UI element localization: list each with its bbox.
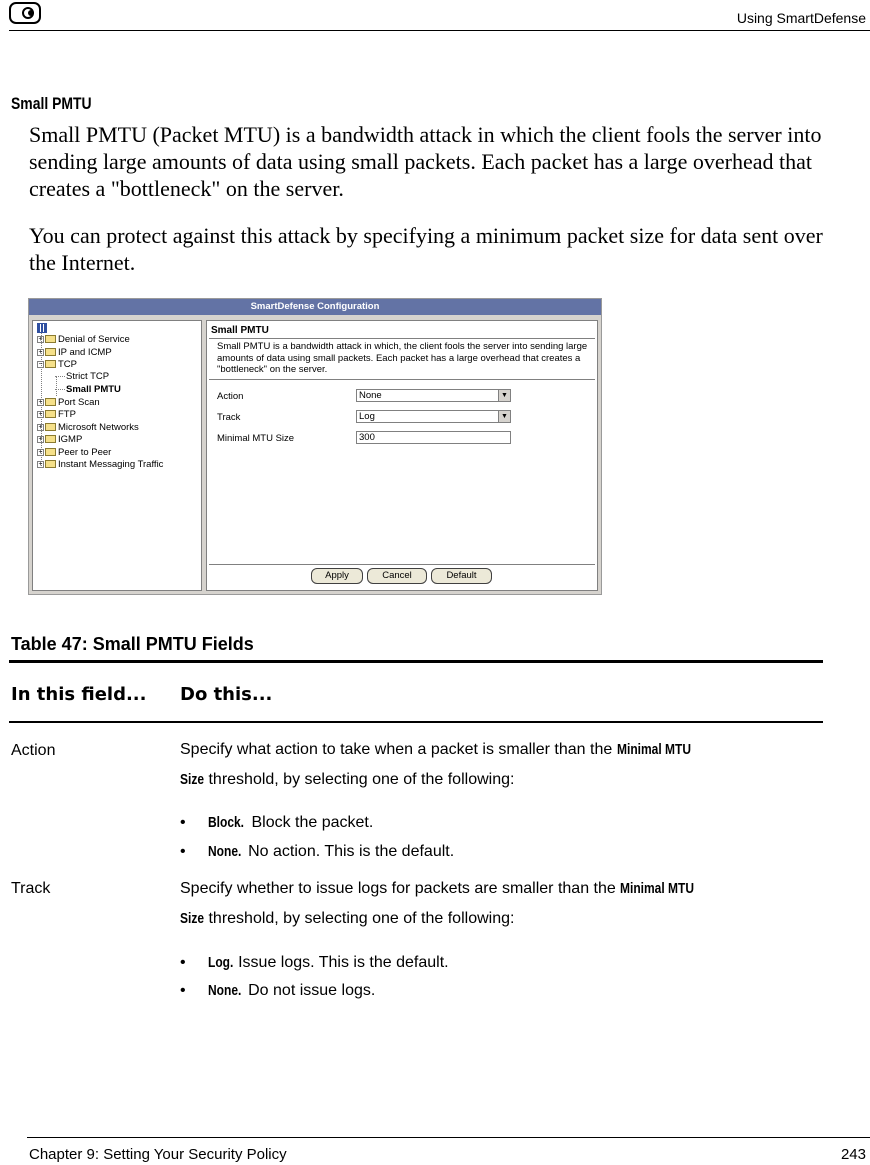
folder-icon — [45, 348, 56, 356]
footer-chapter: Chapter 9: Setting Your Security Policy — [29, 1146, 287, 1163]
action-description: Specify what action to take when a packet is smaller than the Minimal MTU Size threshold, by selecting one of the following: — [180, 741, 691, 788]
table-caption: Table 47: Small PMTU Fields — [11, 634, 254, 654]
expand-icon[interactable]: + — [38, 398, 43, 406]
column-header-field: In this field... — [11, 684, 147, 705]
column-header-action: Do this... — [180, 684, 273, 705]
running-header: Using SmartDefense — [736, 10, 866, 26]
track-select[interactable]: Log ▼ — [356, 410, 511, 423]
section-heading: Small PMTU — [11, 94, 92, 113]
check-point-logo-icon — [9, 2, 41, 24]
apply-button[interactable]: Apply — [311, 568, 363, 584]
folder-icon — [45, 398, 56, 406]
detail-pane — [206, 320, 598, 591]
folder-icon — [45, 335, 56, 343]
table-header-rule — [9, 721, 823, 723]
track-description: Specify whether to issue logs for packets are smaller than the Minimal MTU Size threshold, by selecting one of the following: — [180, 880, 695, 927]
tree-item-igmp[interactable]: + IGMP — [38, 434, 83, 445]
folder-icon — [45, 435, 56, 443]
expand-icon[interactable]: + — [38, 335, 43, 343]
open-folder-icon — [45, 360, 56, 368]
header-rule — [9, 30, 870, 31]
page-number: 243 — [840, 1146, 866, 1163]
mtu-size-label: Minimal MTU Size — [217, 433, 295, 444]
field-track: Track — [11, 880, 51, 897]
dropdown-arrow-icon[interactable]: ▼ — [498, 390, 510, 401]
tree-item-peer-to-peer[interactable]: + Peer to Peer — [38, 447, 112, 458]
table-top-rule — [9, 660, 823, 663]
protection-paragraph: You can protect against this attack by specifying a minimum packet size for data sent over the Internet. — [29, 223, 823, 275]
action-label: Action — [217, 391, 244, 402]
expand-icon[interactable]: + — [38, 410, 43, 418]
folder-icon — [45, 460, 56, 468]
tree-item-denial-of-service[interactable]: + Denial of Service — [38, 334, 130, 345]
mtu-size-input[interactable]: 300 — [356, 431, 511, 444]
collapse-icon[interactable]: − — [38, 360, 43, 368]
tree-item-microsoft-networks[interactable]: + Microsoft Networks — [38, 422, 139, 433]
bullet-icon: • — [180, 814, 186, 831]
tree-item-port-scan[interactable]: + Port Scan — [38, 397, 100, 408]
tree-item-ip-and-icmp[interactable]: + IP and ICMP — [38, 347, 112, 358]
dropdown-arrow-icon[interactable]: ▼ — [498, 411, 510, 422]
field-action: Action — [11, 742, 56, 759]
bullet-icon: • — [180, 982, 186, 999]
expand-icon[interactable]: + — [38, 448, 43, 456]
expand-icon[interactable]: + — [38, 435, 43, 443]
cancel-button[interactable]: Cancel — [367, 568, 427, 584]
action-select[interactable]: None ▼ — [356, 389, 511, 402]
tree-item-small-pmtu[interactable]: Small PMTU — [55, 384, 121, 396]
tree-item-tcp[interactable]: − TCP — [38, 359, 77, 370]
window-title-bar: SmartDefense Configuration — [29, 299, 601, 315]
expand-icon[interactable]: + — [38, 423, 43, 431]
tree-pane — [32, 320, 202, 591]
footer-rule — [27, 1137, 870, 1138]
folder-icon — [45, 448, 56, 456]
tree-item-instant-messaging[interactable]: + Instant Messaging Traffic — [38, 459, 164, 470]
default-button[interactable]: Default — [431, 568, 492, 584]
folder-icon — [45, 423, 56, 431]
smartdefense-config-screenshot — [28, 298, 602, 595]
tree-item-ftp[interactable]: + FTP — [38, 409, 76, 420]
option-none-track: • None. Do not issue logs. — [180, 982, 376, 999]
detail-title: Small PMTU — [211, 325, 269, 336]
tree-item-strict-tcp[interactable]: Strict TCP — [55, 371, 109, 383]
detail-description: Small PMTU is a bandwidth attack in which, the client fools the server into sending large amounts of data using small packets. Each packet has a large overhead that creates a "bottleneck" on the server. — [217, 341, 588, 375]
bullet-icon: • — [180, 843, 186, 860]
option-log: • Log. Issue logs. This is the default. — [180, 954, 449, 971]
expand-icon[interactable]: + — [38, 460, 43, 468]
option-none-action: • None. No action. This is the default. — [180, 843, 455, 860]
expand-icon[interactable]: + — [38, 348, 43, 356]
tree-root-icon — [37, 323, 47, 333]
track-label: Track — [217, 412, 241, 423]
intro-paragraph: Small PMTU (Packet MTU) is a bandwidth attack in which the client fools the server into sending large amounts of data using small packets. Each packet has a large overhead that creates a "bottleneck" on the server. — [29, 122, 822, 201]
folder-icon — [45, 410, 56, 418]
bullet-icon: • — [180, 954, 186, 971]
option-block: • Block. Block the packet. — [180, 814, 374, 831]
